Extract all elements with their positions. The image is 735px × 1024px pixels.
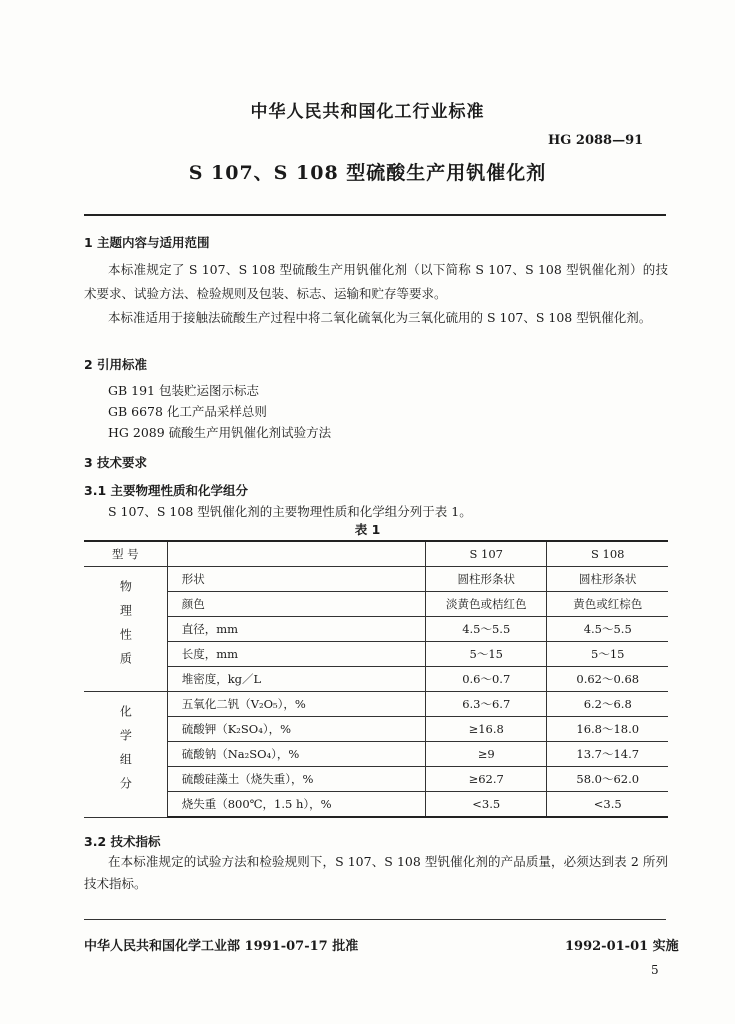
table-caption: 表 1 [354, 522, 381, 537]
subsection-3-1-text: S 107、S 108 型钒催化剂的主要物理性质和化学组分列于表 1。 [108, 504, 472, 519]
table-cell-s107: ≥9 [426, 742, 547, 767]
table-1 [84, 540, 668, 818]
table-cell-s108: 13.7～14.7 [547, 742, 668, 767]
table-cell-s107: <3.5 [426, 792, 547, 818]
group-chemical-label: 化学组分 [118, 704, 133, 801]
group-physical [84, 567, 167, 692]
table-cell-s108: 黄色或红棕色 [547, 592, 668, 617]
footer-rule [84, 919, 666, 920]
section-1-para-1: 本标准规定了 S 107、S 108 型硫酸生产用钒催化剂（以下简称 S 107、S 108 型钒催化剂）的技术要求、试验方法、检验规则及包装、标志、运输和贮存等要求。 [84, 262, 668, 301]
table-cell-s107: 0.6～0.7 [426, 667, 547, 692]
table-cell-item: 堆密度，kg／L [167, 667, 425, 692]
table-header-cell: S 107 [426, 541, 547, 567]
table-cell-item: 长度，mm [167, 642, 425, 667]
section-1-heading: 1 主题内容与适用范围 [84, 235, 210, 250]
table-cell-s108: 圆柱形条状 [547, 567, 668, 592]
table-cell-s107: ≥16.8 [426, 717, 547, 742]
table-cell-s108: 4.5～5.5 [547, 617, 668, 642]
table-cell-s108: 58.0～62.0 [547, 767, 668, 792]
table-header-cell: S 108 [547, 541, 668, 567]
table-row [84, 792, 668, 818]
table-cell-s107: 6.3～6.7 [426, 692, 547, 717]
group-physical-label: 物理性质 [118, 579, 133, 676]
table-cell-item: 五氧化二钒（V₂O₅），% [167, 692, 425, 717]
table-header-cell [167, 541, 425, 567]
approval-line: 中华人民共和国化学工业部 1991-07-17 批准 [84, 939, 359, 954]
table-row [84, 717, 668, 742]
table-cell-item: 硫酸钠（Na₂SO₄），% [167, 742, 425, 767]
reference-item: HG 2089 硫酸生产用钒催化剂试验方法 [108, 425, 332, 440]
table-cell-s107: 5～15 [426, 642, 547, 667]
table-cell-s107: 淡黄色或桔红色 [426, 592, 547, 617]
table-row [84, 767, 668, 792]
table-row [84, 642, 668, 667]
group-chemical [84, 692, 167, 818]
subsection-3-1-heading: 3.1 主要物理性质和化学组分 [84, 483, 248, 498]
table-cell-item: 硫酸硅藻土（烧失重），% [167, 767, 425, 792]
table-row [84, 592, 668, 617]
table-cell-s108: 6.2～6.8 [547, 692, 668, 717]
reference-item: GB 6678 化工产品采样总则 [108, 404, 267, 419]
subsection-3-2-text: 在本标准规定的试验方法和检验规则下，S 107、S 108 型钒催化剂的产品质量，必须达到表 2 所列技术指标。 [84, 854, 668, 891]
table-row [84, 692, 668, 717]
table-row [84, 617, 668, 642]
standard-code: HG 2088—91 [548, 133, 644, 148]
subsection-3-2-heading: 3.2 技术指标 [84, 834, 161, 849]
table-cell-s107: ≥62.7 [426, 767, 547, 792]
header-rule [84, 214, 666, 216]
section-1-para-2: 本标准适用于接触法硫酸生产过程中将二氧化硫氧化为三氧化硫用的 S 107、S 108 型钒催化剂。 [108, 310, 652, 325]
table-row [84, 667, 668, 692]
table-cell-item: 烧失重（800℃，1.5 h），% [167, 792, 425, 818]
table-cell-s108: 16.8～18.0 [547, 717, 668, 742]
table-cell-s107: 圆柱形条状 [426, 567, 547, 592]
document-title: S 107、S 108 型硫酸生产用钒催化剂 [188, 162, 547, 184]
table-cell-s107: 4.5～5.5 [426, 617, 547, 642]
table-cell-s108: 0.62～0.68 [547, 667, 668, 692]
standard-name: 中华人民共和国化工行业标准 [250, 102, 485, 122]
table-cell-item: 直径，mm [167, 617, 425, 642]
table-cell-item: 硫酸钾（K₂SO₄），% [167, 717, 425, 742]
table-cell-s108: <3.5 [547, 792, 668, 818]
table-cell-s108: 5～15 [547, 642, 668, 667]
page-number: 5 [651, 963, 659, 977]
table-row [84, 742, 668, 767]
table-header-row [84, 541, 668, 567]
table-row [84, 567, 668, 592]
table-header-cell: 型 号 [84, 541, 167, 567]
effective-date: 1992-01-01 实施 [565, 939, 679, 954]
section-2-heading: 2 引用标准 [84, 357, 148, 372]
section-3-heading: 3 技术要求 [84, 455, 148, 470]
table-cell-item: 形状 [167, 567, 425, 592]
table-cell-item: 颜色 [167, 592, 425, 617]
reference-item: GB 191 包装贮运图示标志 [108, 383, 259, 398]
